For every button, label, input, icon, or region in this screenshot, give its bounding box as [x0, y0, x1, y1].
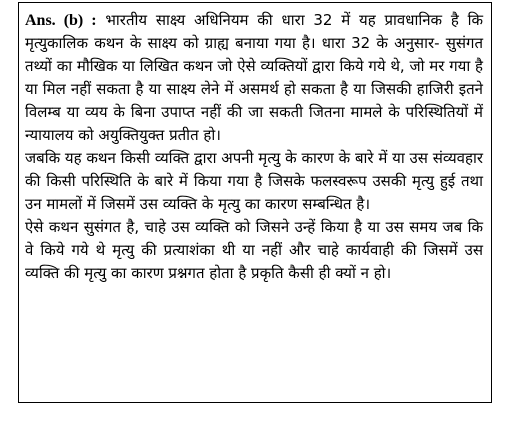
answer-paragraph-1-text: भारतीय साक्ष्य अधिनियम की धारा 32 में यह प्रावधानिक है कि मृत्युकालिक कथन के साक्ष्य को ग्राह्य बनाया गया है। धारा 32 के अनुसार- सुसंगत तथ्यों का मौखिक या लिखित कथन जो ऐसे व्यक्तियों द्वारा किये गये थे, जो मर गया है या मिल नहीं सकता है या साक्ष्य लेने में असमर्थ हो सकता है या जिसकी हाजिरी इतने विलम्ब या व्यय के बिना उपाप्त नहीं की जा सकती जितना मामले के परिस्थितियों में न्यायालय को अयुक्तियुक्त प्रतीत हो।	[25, 11, 483, 144]
answer-box	[18, 2, 492, 403]
answer-paragraph-2: जबकि यह कथन किसी व्यक्ति द्वारा अपनी मृत्यु के कारण के बारे में या उस संव्यवहार की किसी परिस्थिति के बारे में किया गया है जिसके फलस्वरूप उसकी मृत्यु हुई तथा उन मामलों में जिसमें उस व्यक्ति के मृत्यु का कारण सम्बन्धित है।	[25, 149, 483, 213]
answer-label: Ans. (b) :	[25, 12, 97, 29]
answer-paragraph-1	[25, 9, 483, 147]
answer-paragraph-3: ऐसे कथन सुसंगत है, चाहे उस व्यक्ति को जिसने उन्हें किया है या उस समय जब कि वे किये गये थे मृत्यु की प्रत्याशंका थी या नहीं और चाहे कार्यवाही की जिसमें उस व्यक्ति की मृत्यु का कारण प्रश्नगत होता है प्रकृति कैसी ही क्यों न हो।	[25, 218, 483, 282]
